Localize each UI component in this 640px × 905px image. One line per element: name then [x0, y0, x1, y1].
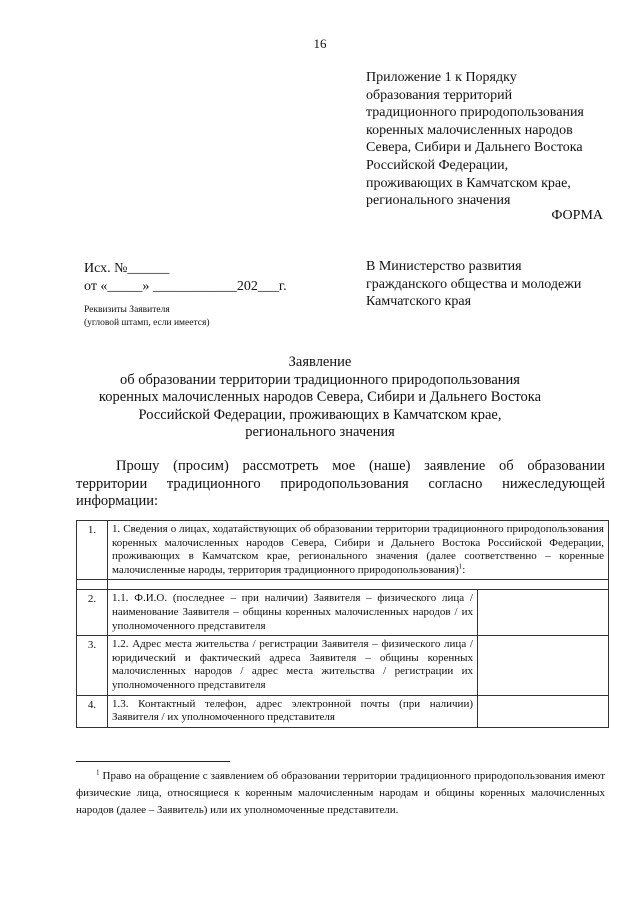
table-spacer-row — [77, 580, 609, 590]
row-number: 4. — [77, 695, 108, 727]
title-line: коренных малочисленных народов Севера, Сибири и Дальнего Востока — [98, 389, 542, 406]
appendix-note — [366, 69, 616, 210]
footnote — [76, 768, 605, 819]
appendix-line: проживающих в Камчатском крае, — [366, 175, 571, 191]
table-row — [77, 590, 609, 636]
table-row — [77, 695, 609, 727]
requisites-label: Реквизиты Заявителя — [84, 305, 170, 315]
appendix-line: Севера, Сибири и Дальнего Востока — [366, 140, 583, 156]
title-line: об образовании территории традиционного природопользования — [120, 371, 520, 388]
title-line: Российской Федерации, проживающих в Камчатском крае, — [138, 406, 502, 423]
document-title — [60, 354, 580, 442]
row-text-suffix: : — [462, 563, 466, 576]
page-number: 16 — [313, 36, 327, 51]
footnote-number: 1 — [96, 768, 100, 777]
row-text-content: 1. Сведения о лицах, ходатайствующих об образовании территории традиционного природопользования коренных малочисленных народов Севера, Сибири и Дальнего Востока Российской Федерации, проживающих в Камчатском крае, регионального значения (далее соответственно – коренные малочисленные народы, территория традиционного природопользования) — [112, 523, 604, 576]
recipient-line: В Министерство развития — [366, 259, 522, 274]
appendix-line: Приложение 1 к Порядку — [366, 70, 517, 85]
intro-paragraph: Прошу (просим) рассмотреть мое (наше) заявление об образовании территории традиционного природопользования согласно нижеследующей информации: — [76, 458, 605, 510]
table-row — [77, 636, 609, 695]
recipient-line: гражданского общества и молодежи — [366, 276, 582, 292]
row-number: 2. — [77, 590, 108, 636]
outgoing-reference — [84, 260, 287, 295]
footnote-separator — [76, 761, 230, 762]
footnote-mark: 1 — [458, 562, 463, 571]
application-table — [76, 520, 609, 728]
appendix-line: образования территорий — [366, 87, 513, 103]
row-text: 1.2. Адрес места жительства / регистрации Заявителя – физического лица / юридический и фактический адреса Заявителя – общины коренных малочисленных народов / адрес места жительства / регистрации их уполномоченного представителя — [108, 636, 478, 695]
outgoing-number: Исх. №______ — [84, 261, 170, 276]
row-value-field[interactable] — [478, 590, 609, 636]
title-line: регионального значения — [245, 424, 395, 441]
appendix-line: коренных малочисленных народов — [366, 122, 573, 138]
spacer-cell[interactable] — [108, 580, 609, 590]
row-text — [108, 521, 609, 580]
appendix-line: Российской Федерации, — [366, 157, 509, 173]
table-row — [77, 521, 609, 580]
applicant-requisites — [84, 304, 210, 329]
appendix-line: регионального значения — [366, 193, 511, 209]
recipient-line: Камчатского края — [366, 294, 472, 310]
spacer-cell — [77, 580, 108, 590]
row-value-field[interactable] — [478, 636, 609, 695]
row-text: 1.3. Контактный телефон, адрес электронной почты (при наличии) Заявителя / их уполномоченного представителя — [108, 695, 478, 727]
form-label: ФОРМА — [551, 208, 603, 223]
footnote-text: Право на обращение с заявлением об образовании территории традиционного природопользования имеют физические лица, относящиеся к коренным малочисленным народам и общины коренных малочисленных народов (далее – Заявитель) или их уполномоченные представители. — [76, 770, 606, 816]
row-value-field[interactable] — [478, 695, 609, 727]
title-heading: Заявление — [288, 354, 352, 370]
appendix-line: традиционного природопользования — [366, 105, 584, 121]
row-text: 1.1. Ф.И.О. (последнее – при наличии) Заявителя – физического лица / наименование Заявителя – общины коренных малочисленных народов / их уполномоченного представителя — [108, 590, 478, 636]
outgoing-date: от «_____» ____________202___г. — [84, 278, 287, 294]
recipient-block — [366, 258, 616, 311]
requisites-note: (угловой штамп, если имеется) — [84, 317, 210, 328]
row-number: 1. — [77, 521, 108, 580]
row-number: 3. — [77, 636, 108, 695]
